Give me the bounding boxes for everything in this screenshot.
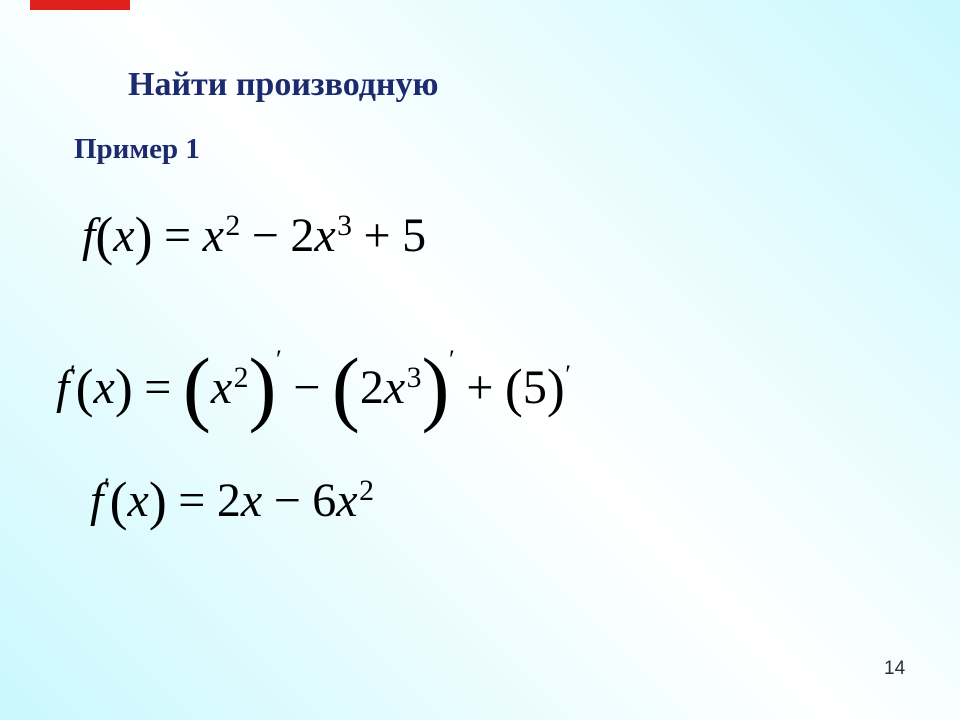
math-token: x bbox=[240, 473, 263, 527]
math-token: = bbox=[178, 473, 206, 527]
math-token: ) bbox=[148, 471, 167, 532]
math-token: ′ bbox=[449, 344, 455, 374]
math-token: 5 bbox=[402, 208, 427, 262]
math-token: = bbox=[144, 360, 172, 414]
math-token: 6 bbox=[312, 473, 337, 527]
formula-derivative-result bbox=[90, 471, 374, 532]
formula-function bbox=[82, 206, 427, 266]
math-token: ) bbox=[134, 206, 153, 266]
page-number: 14 bbox=[884, 658, 906, 679]
math-token: 3 bbox=[337, 209, 353, 243]
accent-bar bbox=[30, 0, 130, 10]
formula-derivative-expanded bbox=[56, 341, 572, 435]
math-token: 5 bbox=[522, 360, 547, 414]
math-token: x bbox=[113, 208, 135, 262]
math-token: ′ bbox=[276, 344, 282, 374]
math-token: 2 bbox=[359, 360, 384, 414]
math-token: − bbox=[293, 360, 321, 414]
math-token: ) bbox=[421, 341, 450, 435]
math-token: x bbox=[314, 208, 336, 262]
math-token: + bbox=[466, 360, 494, 414]
math-token: f bbox=[82, 208, 96, 262]
math-token: ) bbox=[546, 358, 565, 419]
math-token: x bbox=[383, 360, 406, 414]
math-token: f bbox=[90, 473, 104, 527]
math-token: = bbox=[163, 208, 192, 262]
math-token: ) bbox=[114, 358, 133, 419]
example-label: Пример 1 bbox=[74, 133, 200, 165]
math-token: 2 bbox=[233, 361, 249, 395]
math-token: f bbox=[56, 360, 70, 414]
math-token: ( bbox=[109, 471, 128, 532]
math-token: 2 bbox=[359, 474, 374, 508]
math-token: ) bbox=[248, 341, 277, 435]
math-token: x bbox=[127, 473, 149, 527]
math-token: ′ bbox=[103, 472, 110, 502]
math-token: ( bbox=[504, 358, 523, 419]
math-token: 2 bbox=[290, 208, 315, 262]
math-token: 2 bbox=[216, 473, 241, 527]
math-token: x bbox=[336, 473, 358, 527]
math-token: + bbox=[363, 208, 391, 262]
math-token: x bbox=[202, 208, 224, 262]
math-token: − bbox=[251, 208, 279, 262]
math-token: ( bbox=[331, 341, 360, 435]
math-token: x bbox=[210, 360, 233, 414]
math-token: − bbox=[273, 473, 301, 527]
math-token: ( bbox=[182, 341, 211, 435]
math-token: 3 bbox=[406, 361, 422, 395]
slide-title: Найти производную bbox=[128, 66, 439, 103]
math-token: 2 bbox=[225, 209, 241, 243]
math-token: x bbox=[93, 360, 115, 414]
math-token: ′ bbox=[565, 359, 572, 390]
math-token: ( bbox=[95, 206, 114, 266]
math-token: ′ bbox=[69, 359, 76, 390]
math-token: ( bbox=[75, 358, 94, 419]
